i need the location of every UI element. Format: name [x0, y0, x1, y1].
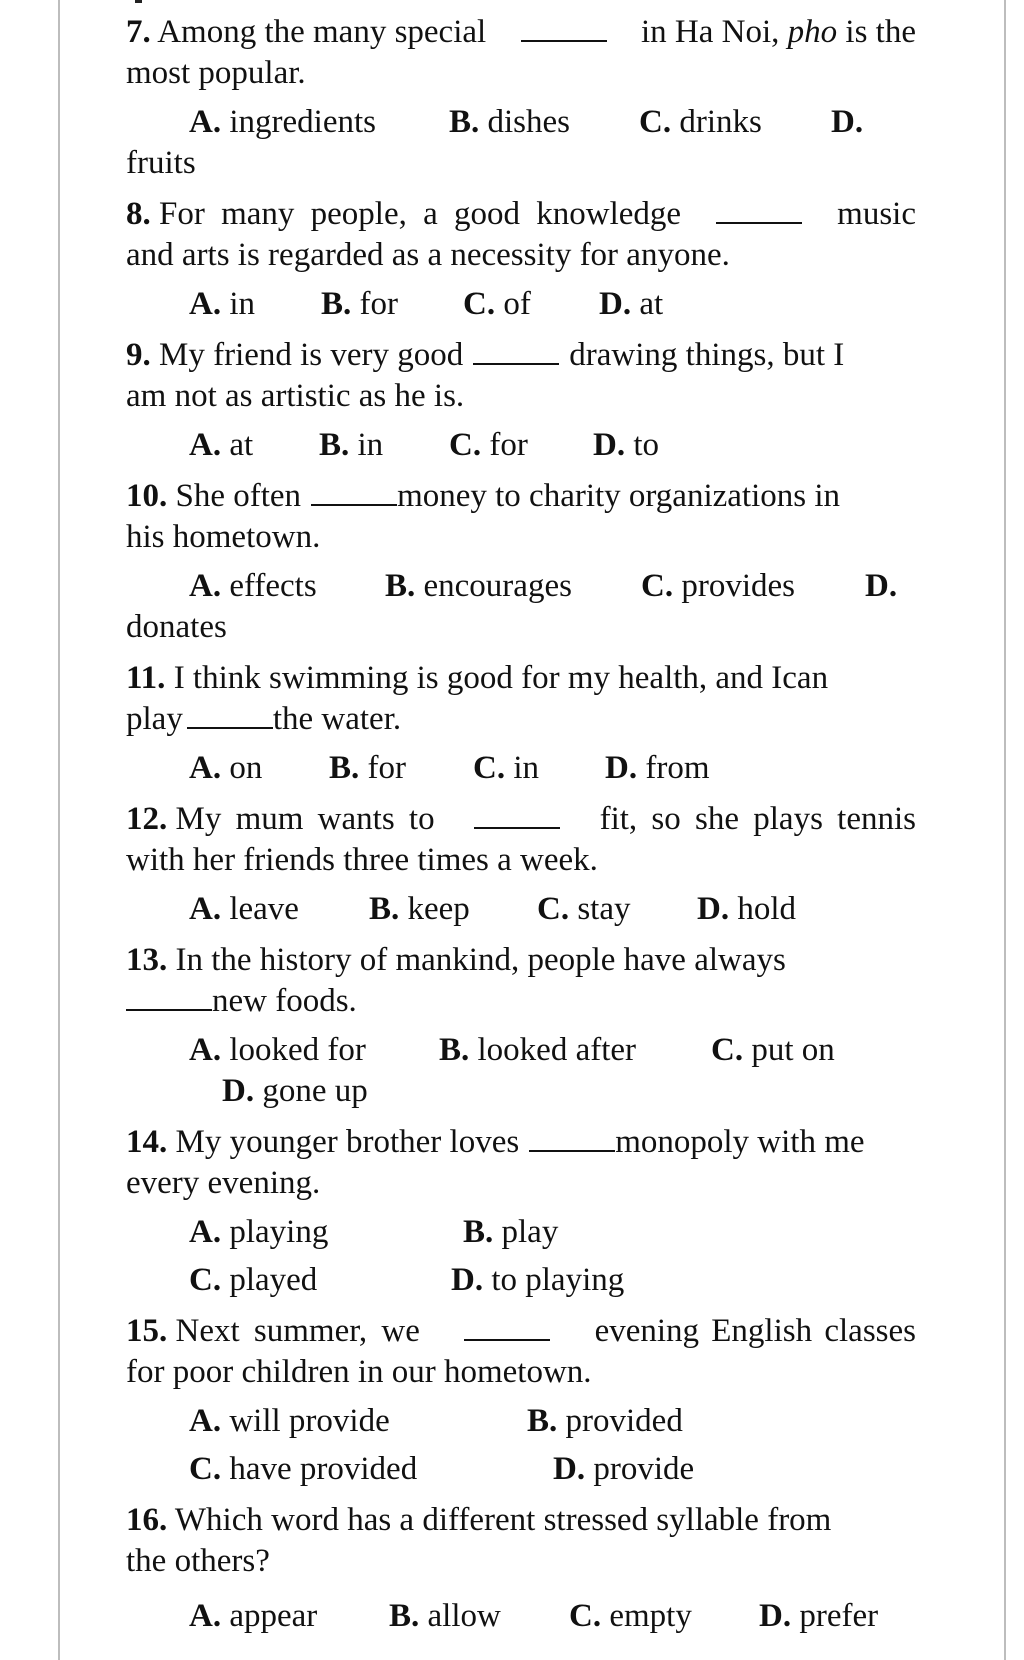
- option-b[interactable]: B. allow: [389, 1598, 501, 1634]
- option-c[interactable]: C. empty: [569, 1598, 692, 1634]
- worksheet: [126, 12, 916, 1637]
- option-b[interactable]: B. in: [319, 427, 384, 463]
- question-11: 11. I think swimming is good for my health, and Ican play the water.: [126, 660, 829, 737]
- option-b[interactable]: B. keep: [369, 891, 470, 927]
- options-11: [126, 748, 916, 789]
- option-d[interactable]: D. gone up: [222, 1073, 368, 1109]
- option-a[interactable]: A. on: [189, 750, 263, 786]
- left-border: [58, 0, 60, 1660]
- options-15: [126, 1401, 916, 1490]
- option-b[interactable]: B. encourages: [385, 568, 572, 604]
- option-d-letter[interactable]: D.: [865, 568, 898, 604]
- question-13: 13. In the history of mankind, people have always new foods.: [126, 942, 786, 1019]
- question-9: 9. My friend is very good drawing things, but I am not as artistic as he is.: [126, 337, 845, 414]
- option-c[interactable]: C. for: [449, 427, 528, 463]
- question-14: 14. My younger brother loves monopoly with me every evening.: [126, 1124, 865, 1201]
- options-16: [126, 1596, 916, 1637]
- cropped-mark: [135, 0, 142, 3]
- answer-blank[interactable]: [716, 196, 802, 224]
- option-d[interactable]: D. provide: [553, 1451, 695, 1487]
- answer-blank[interactable]: [311, 478, 397, 506]
- options-13: [126, 1030, 916, 1112]
- question-10: 10. She often money to charity organizations in his hometown.: [126, 478, 841, 555]
- option-d-letter[interactable]: D.: [831, 104, 864, 140]
- option-c[interactable]: C. drinks: [639, 104, 762, 140]
- question-15: 15. Next summer, we evening English classes for poor children in our hometown.: [126, 1313, 916, 1390]
- answer-blank[interactable]: [529, 1124, 615, 1152]
- option-d-text[interactable]: fruits: [126, 145, 196, 181]
- question-8: 8. For many people, a good knowledge music and arts is regarded as a necessity for anyone.: [126, 196, 916, 273]
- option-d[interactable]: D. to playing: [451, 1262, 625, 1298]
- option-a[interactable]: A. leave: [189, 891, 299, 927]
- answer-blank[interactable]: [187, 701, 273, 729]
- option-b[interactable]: B. provided: [527, 1403, 683, 1439]
- option-a[interactable]: A. effects: [189, 568, 317, 604]
- option-d[interactable]: D. prefer: [759, 1598, 879, 1634]
- answer-blank[interactable]: [521, 14, 607, 42]
- option-a[interactable]: A. will provide: [189, 1403, 390, 1439]
- option-d[interactable]: D. at: [599, 286, 664, 322]
- option-c[interactable]: C. provides: [641, 568, 795, 604]
- option-d[interactable]: D. to: [593, 427, 660, 463]
- option-b[interactable]: B. play: [463, 1214, 559, 1250]
- options-14: [126, 1212, 916, 1301]
- option-a[interactable]: A. appear: [189, 1598, 318, 1634]
- question-7: 7. Among the many special in Ha Noi, pho is the most popular.: [126, 14, 916, 91]
- question-12: 12. My mum wants to fit, so she plays tennis with her friends three times a week.: [126, 801, 916, 878]
- option-d[interactable]: D. hold: [697, 891, 797, 927]
- option-b[interactable]: B. for: [321, 286, 398, 322]
- option-c[interactable]: C. in: [473, 750, 540, 786]
- options-7: [126, 102, 916, 184]
- option-a[interactable]: A. in: [189, 286, 256, 322]
- option-d[interactable]: D. from: [605, 750, 710, 786]
- option-a[interactable]: A. ingredients: [189, 104, 376, 140]
- answer-blank[interactable]: [473, 337, 559, 365]
- options-10: [126, 566, 916, 648]
- option-c[interactable]: C. stay: [537, 891, 631, 927]
- answer-blank[interactable]: [474, 801, 560, 829]
- options-8: [126, 284, 916, 325]
- option-c[interactable]: C. of: [463, 286, 531, 322]
- question-16: 16. Which word has a different stressed syllable from the others?: [126, 1502, 832, 1579]
- option-a[interactable]: A. at: [189, 427, 254, 463]
- option-b[interactable]: B. dishes: [449, 104, 571, 140]
- option-c[interactable]: C. put on: [711, 1032, 835, 1068]
- option-c[interactable]: C. have provided: [189, 1451, 418, 1487]
- answer-blank[interactable]: [126, 983, 212, 1011]
- options-9: [126, 425, 916, 466]
- answer-blank[interactable]: [464, 1313, 550, 1341]
- option-b[interactable]: B. looked after: [439, 1032, 637, 1068]
- option-b[interactable]: B. for: [329, 750, 406, 786]
- option-a[interactable]: A. playing: [189, 1214, 329, 1250]
- options-12: [126, 889, 916, 930]
- right-border: [1004, 0, 1006, 1660]
- option-c[interactable]: C. played: [189, 1262, 318, 1298]
- option-d-text[interactable]: donates: [126, 609, 227, 645]
- option-a[interactable]: A. looked for: [189, 1032, 366, 1068]
